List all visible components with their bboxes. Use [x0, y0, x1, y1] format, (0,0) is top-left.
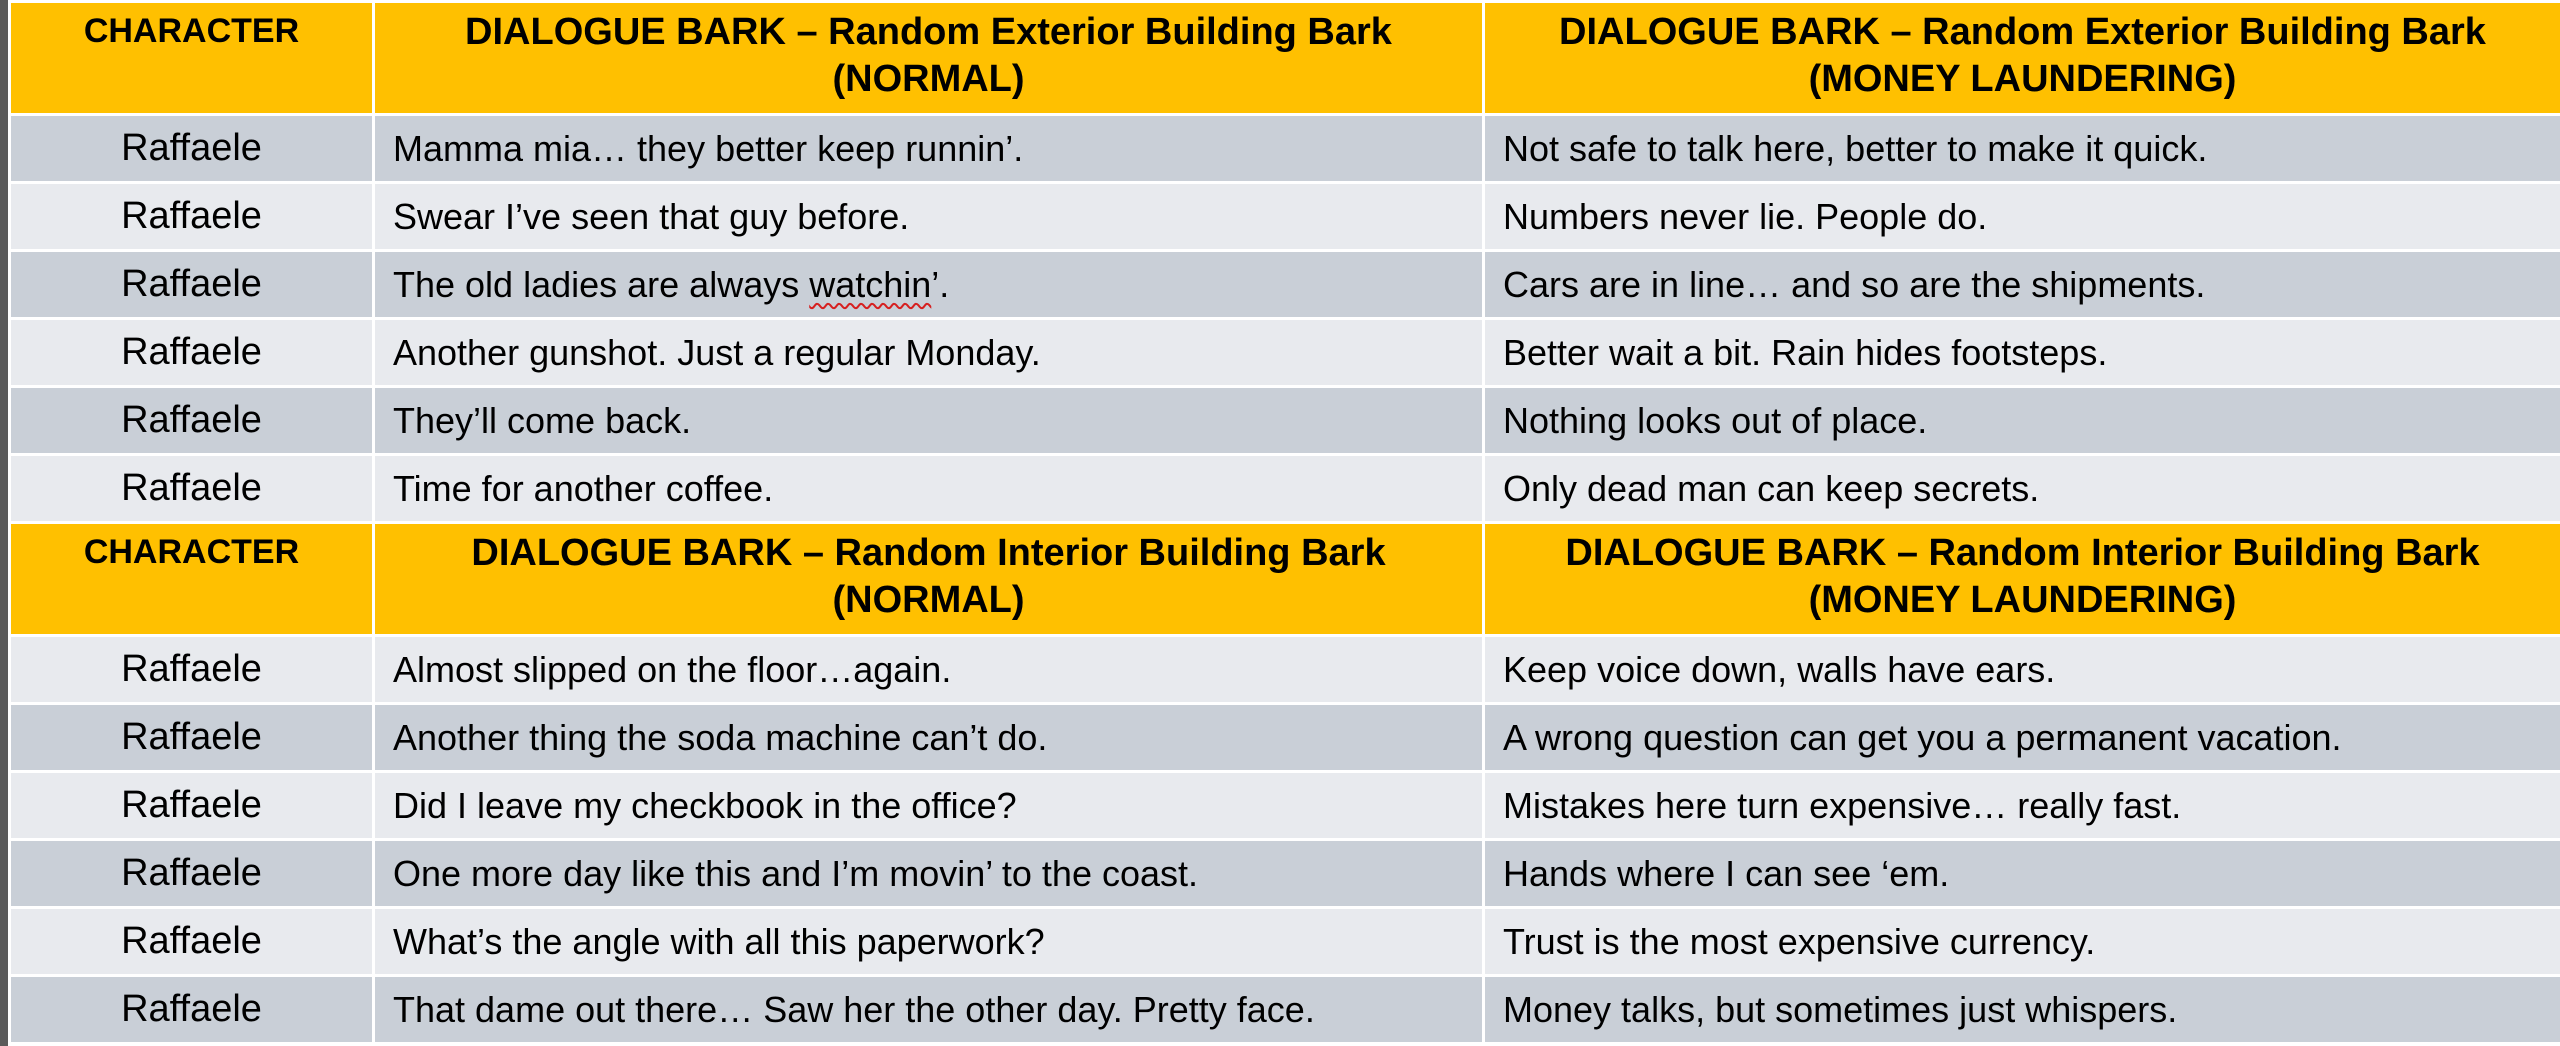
bark-text: ’.	[931, 263, 950, 305]
character-cell: Raffaele	[10, 908, 374, 976]
character-cell: Raffaele	[10, 183, 374, 251]
interior-character-header: CHARACTER	[10, 523, 374, 636]
normal-bark-cell: Another thing the soda machine can’t do.	[374, 704, 1484, 772]
character-cell: Raffaele	[10, 319, 374, 387]
normal-bark-cell: Almost slipped on the floor…again.	[374, 636, 1484, 704]
table-row	[10, 976, 2560, 1044]
laundering-bark-cell: Hands where I can see ‘em.	[1484, 840, 2560, 908]
character-cell: Raffaele	[10, 704, 374, 772]
laundering-bark-cell: Nothing looks out of place.	[1484, 387, 2560, 455]
laundering-bark-cell: Money talks, but sometimes just whispers.	[1484, 976, 2560, 1044]
character-cell: Raffaele	[10, 387, 374, 455]
table-row	[10, 319, 2560, 387]
laundering-bark-cell: Cars are in line… and so are the shipments.	[1484, 251, 2560, 319]
normal-bark-cell: They’ll come back.	[374, 387, 1484, 455]
normal-bark-cell: One more day like this and I’m movin’ to the coast.	[374, 840, 1484, 908]
laundering-bark-cell: Only dead man can keep secrets.	[1484, 455, 2560, 523]
interior-laundering-header: DIALOGUE BARK – Random Interior Building Bark (MONEY LAUNDERING)	[1484, 523, 2560, 636]
interior-normal-header: DIALOGUE BARK – Random Interior Building Bark (NORMAL)	[374, 523, 1484, 636]
character-cell: Raffaele	[10, 251, 374, 319]
normal-bark-cell: Mamma mia… they better keep runnin’.	[374, 115, 1484, 183]
laundering-bark-cell: Better wait a bit. Rain hides footsteps.	[1484, 319, 2560, 387]
table-row	[10, 183, 2560, 251]
interior-header-row	[10, 523, 2560, 636]
character-cell: Raffaele	[10, 772, 374, 840]
normal-bark-cell: Time for another coffee.	[374, 455, 1484, 523]
normal-bark-cell: Another gunshot. Just a regular Monday.	[374, 319, 1484, 387]
exterior-normal-header: DIALOGUE BARK – Random Exterior Building Bark (NORMAL)	[374, 2, 1484, 115]
table-row	[10, 115, 2560, 183]
table-row	[10, 772, 2560, 840]
dialogue-bark-table	[8, 0, 2560, 1045]
document-page	[8, 0, 2560, 1046]
normal-bark-cell: That dame out there… Saw her the other day. Pretty face.	[374, 976, 1484, 1044]
laundering-bark-cell: Keep voice down, walls have ears.	[1484, 636, 2560, 704]
character-cell: Raffaele	[10, 840, 374, 908]
laundering-bark-cell: Mistakes here turn expensive… really fast.	[1484, 772, 2560, 840]
normal-bark-cell	[374, 251, 1484, 319]
laundering-bark-cell: Numbers never lie. People do.	[1484, 183, 2560, 251]
character-cell: Raffaele	[10, 976, 374, 1044]
table-row	[10, 455, 2560, 523]
table-row	[10, 251, 2560, 319]
laundering-bark-cell: Trust is the most expensive currency.	[1484, 908, 2560, 976]
normal-bark-cell: What’s the angle with all this paperwork?	[374, 908, 1484, 976]
bark-text: The old ladies are always	[393, 263, 810, 305]
table-row	[10, 387, 2560, 455]
exterior-character-header: CHARACTER	[10, 2, 374, 115]
table-row	[10, 908, 2560, 976]
normal-bark-cell: Did I leave my checkbook in the office?	[374, 772, 1484, 840]
spellcheck-flagged-word[interactable]: watchin	[809, 263, 932, 305]
exterior-laundering-header: DIALOGUE BARK – Random Exterior Building Bark (MONEY LAUNDERING)	[1484, 2, 2560, 115]
table-row	[10, 636, 2560, 704]
table-row	[10, 840, 2560, 908]
character-cell: Raffaele	[10, 636, 374, 704]
laundering-bark-cell: A wrong question can get you a permanent vacation.	[1484, 704, 2560, 772]
character-cell: Raffaele	[10, 455, 374, 523]
normal-bark-cell: Swear I’ve seen that guy before.	[374, 183, 1484, 251]
exterior-header-row	[10, 2, 2560, 115]
character-cell: Raffaele	[10, 115, 374, 183]
table-row	[10, 704, 2560, 772]
laundering-bark-cell: Not safe to talk here, better to make it quick.	[1484, 115, 2560, 183]
